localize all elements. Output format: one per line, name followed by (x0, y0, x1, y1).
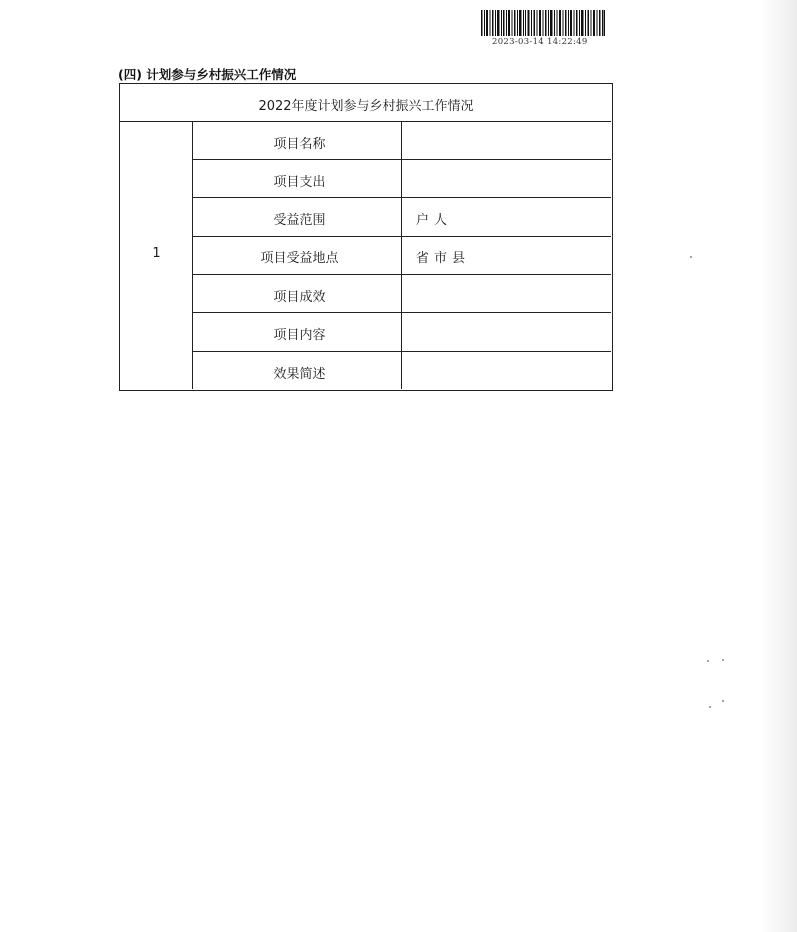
scan-speck (707, 660, 709, 662)
table-title: 2022年度计划参与乡村振兴工作情况 (258, 99, 474, 114)
table-divider (193, 236, 611, 237)
table-divider (193, 351, 611, 352)
scan-edge-shadow (761, 0, 797, 932)
row-label-beneficiary-scope: 受益范围 (273, 213, 326, 228)
table-divider (193, 197, 611, 198)
row-label-project-content: 项目内容 (273, 328, 326, 343)
row-value-beneficiary-scope: 户人 (416, 213, 453, 228)
row-value-beneficiary-location: 省市县 (416, 251, 471, 266)
section-heading: (四) 计划参与乡村振兴工作情况 (118, 67, 297, 82)
scan-speck (722, 700, 724, 702)
row-label-project-results: 项目成效 (273, 290, 326, 305)
barcode (481, 10, 605, 36)
row-label-effect-summary: 效果简述 (273, 367, 326, 382)
scan-speck (709, 706, 711, 708)
print-timestamp: 2023-03-14 14:22:49 (492, 37, 588, 47)
rural-revitalization-table (119, 83, 613, 391)
table-divider (120, 121, 611, 122)
table-divider (193, 274, 611, 275)
table-divider (193, 159, 611, 160)
row-label-beneficiary-location: 项目受益地点 (260, 251, 339, 266)
scan-speck (690, 256, 692, 258)
table-divider (193, 312, 611, 313)
scan-speck (722, 659, 724, 661)
sequence-number: 1 (152, 246, 161, 261)
row-label-project-name: 项目名称 (273, 137, 326, 152)
row-label-project-expenditure: 项目支出 (273, 175, 326, 190)
